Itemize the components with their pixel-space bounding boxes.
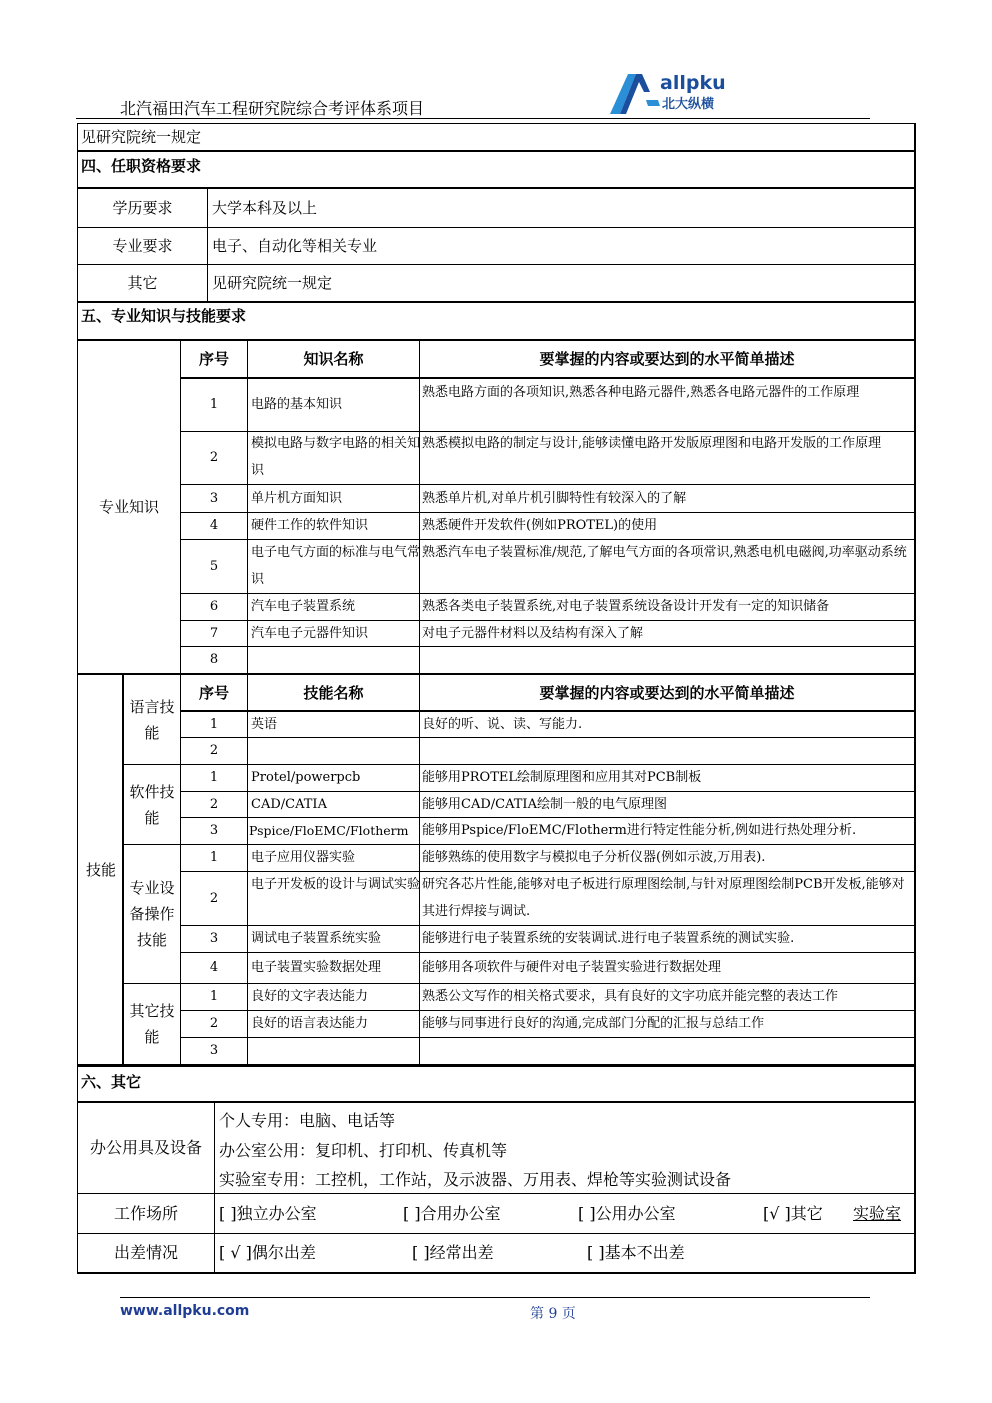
row-name: Pspice/FloEMC/Flotherm [249,823,409,838]
row-no: 1 [209,716,219,732]
row-desc: 熟悉各类电子装置系统,对电子装置系统设备设计开发有一定的知识储备 [422,599,830,614]
row-no: 3 [209,1043,219,1058]
row-desc: 能够用PROTEL绘制原理图和应用其对PCB制板 [422,770,702,785]
row-desc: 熟悉公文写作的相关格式要求，具有良好的文字功底并能完整的表达工作 [422,989,839,1004]
knowledge-header-no: 序号 [198,350,229,368]
footer-url[interactable]: www.allpku.com [120,1303,250,1319]
row-no: 1 [209,850,219,865]
row-desc: 能够与同事进行良好的沟通,完成部门分配的汇报与总结工作 [422,1016,765,1031]
office-line-lab: 实验室专用：工控机，工作站，及示波器、万用表、焊枪等实验测试设备 [219,1170,732,1189]
workplace-option-public: [ ]公用办公室 [578,1203,676,1223]
row-name: 硬件工作的软件知识 [251,518,369,533]
major-value: 电子、自动化等相关专业 [212,237,378,255]
row-desc: 良好的听、说、读、写能力. [422,716,583,732]
category-equipment: 专业设备操作技能 [129,879,175,949]
skills-header-name: 技能名称 [303,683,364,702]
row-no: 1 [209,989,219,1004]
header-title: 北汽福田汽车工程研究院综合考评体系项目 [120,99,425,118]
page-number: 第 9 页 [530,1306,576,1322]
row-desc: 熟悉模拟电路的制定与设计,能够读懂电路开发版原理图和电路开发版的工作原理 [422,436,882,451]
travel-option-occasional-checked: [ √ ]偶尔出差 [219,1243,316,1262]
row-name: 良好的语言表达能力 [251,1016,369,1031]
row-name: 汽车电子元器件知识 [251,625,369,641]
education-value: 大学本科及以上 [212,199,318,217]
row-name: 电路的基本知识 [251,397,343,412]
row-desc: 能够熟练的使用数字与模拟电子分析仪器(例如示波,万用表). [422,850,766,865]
row-name: 良好的文字表达能力 [251,989,369,1004]
knowledge-header-name: 知识名称 [303,350,364,368]
row-desc: 熟悉电路方面的各项知识,熟悉各种电路元器件,熟悉各电路元器件的工作原理 [422,385,860,400]
row-no: 2 [209,450,219,465]
row-desc: 熟悉单片机,对单片机引脚特性有较深入的了解 [422,490,687,506]
travel-label: 出差情况 [113,1243,178,1262]
office-equipment-label: 办公用具及设备 [89,1138,202,1157]
travel-option-frequent: [ ]经常出差 [412,1243,494,1262]
workplace-option-shared: [ ]合用办公室 [403,1203,501,1223]
row-no: 3 [209,931,219,946]
travel-option-rare: [ ]基本不出差 [587,1243,685,1262]
row-no: 7 [209,625,219,641]
row-desc: 熟悉硬件开发软件(例如PROTEL)的使用 [422,518,658,533]
row-name: 英语 [251,716,278,732]
row-name: 电子电气方面的标准与电气常识 [251,545,421,587]
row-desc: 能够用各项软件与硬件对电子装置实验进行数据处理 [422,960,722,975]
row-name: CAD/CATIA [251,796,327,812]
row-no: 4 [209,960,219,975]
row-no: 3 [209,823,219,838]
other-label: 其它 [127,274,158,292]
row-name: 电子开发板的设计与调试实验 [251,877,421,892]
category-software: 软件技能 [129,782,175,827]
row-desc: 对电子元器件材料以及结构有深入了解 [422,625,644,641]
section6-title: 六、其它 [81,1073,142,1091]
row-desc: 能够用Pspice/FloEMC/Flotherm进行特定性能分析,例如进行热处理分析. [422,823,857,838]
top-row-text: 见研究院统一规定 [81,128,202,146]
row-desc: 能够用CAD/CATIA绘制一般的电气原理图 [422,796,667,812]
row-no: 6 [209,599,219,614]
workplace-label: 工作场所 [113,1203,178,1223]
row-no: 1 [209,397,219,412]
workplace-option-other-checked: [√ ]其它 [763,1203,823,1223]
category-language: 语言技能 [129,698,175,742]
row-no: 2 [209,1016,219,1031]
row-name: 单片机方面知识 [251,490,343,506]
section5-title: 五、专业知识与技能要求 [81,307,247,325]
category-other: 其它技能 [129,1002,175,1046]
row-no: 8 [209,652,219,667]
education-label: 学历要求 [112,199,173,217]
workplace-other-value: 实验室 [853,1203,902,1223]
row-no: 2 [209,890,219,906]
logo-subtext: 北大纵横 [662,97,715,112]
office-line-personal: 个人专用：电脑、电话等 [219,1111,396,1130]
row-name: 调试电子装置系统实验 [251,931,382,946]
skills-header-no: 序号 [198,683,229,702]
workplace-option-private: [ ]独立办公室 [219,1203,317,1223]
row-desc: 研究各芯片性能,能够对电子板进行原理图绘制,与针对原理图绘制PCB开发板,能够对其进行焊接与调试. [422,877,905,919]
row-name: 汽车电子装置系统 [251,599,356,614]
row-no: 3 [209,490,219,506]
logo-text: allpku [660,72,726,94]
other-value: 见研究院统一规定 [212,274,333,292]
knowledge-header-desc: 要掌握的内容或要达到的水平简单描述 [539,350,795,368]
section4-title: 四、任职资格要求 [81,157,202,175]
row-no: 2 [209,743,219,758]
footer-rule [120,1297,870,1298]
row-desc: 能够进行电子装置系统的安装调试.进行电子装置系统的测试实验. [422,931,795,946]
row-desc: 熟悉汽车电子装置标准/规范,了解电气方面的各项常识,熟悉电机电磁阀,功率驱动系统 [422,545,907,560]
office-line-shared: 办公室公用：复印机、打印机、传真机等 [219,1141,508,1160]
knowledge-group-label: 专业知识 [98,498,159,516]
row-name: 电子应用仪器实验 [251,850,356,865]
row-name: 模拟电路与数字电路的相关知识 [251,436,421,478]
major-label: 专业要求 [112,237,173,255]
row-no: 1 [209,770,219,785]
header-rule [76,118,870,119]
row-no: 5 [209,558,219,574]
row-name: Protel/powerpcb [251,770,361,785]
row-no: 4 [209,518,219,533]
skills-header-desc: 要掌握的内容或要达到的水平简单描述 [539,683,795,702]
skills-group-label: 技能 [86,860,117,879]
row-no: 2 [209,796,219,812]
row-name: 电子装置实验数据处理 [251,960,382,975]
